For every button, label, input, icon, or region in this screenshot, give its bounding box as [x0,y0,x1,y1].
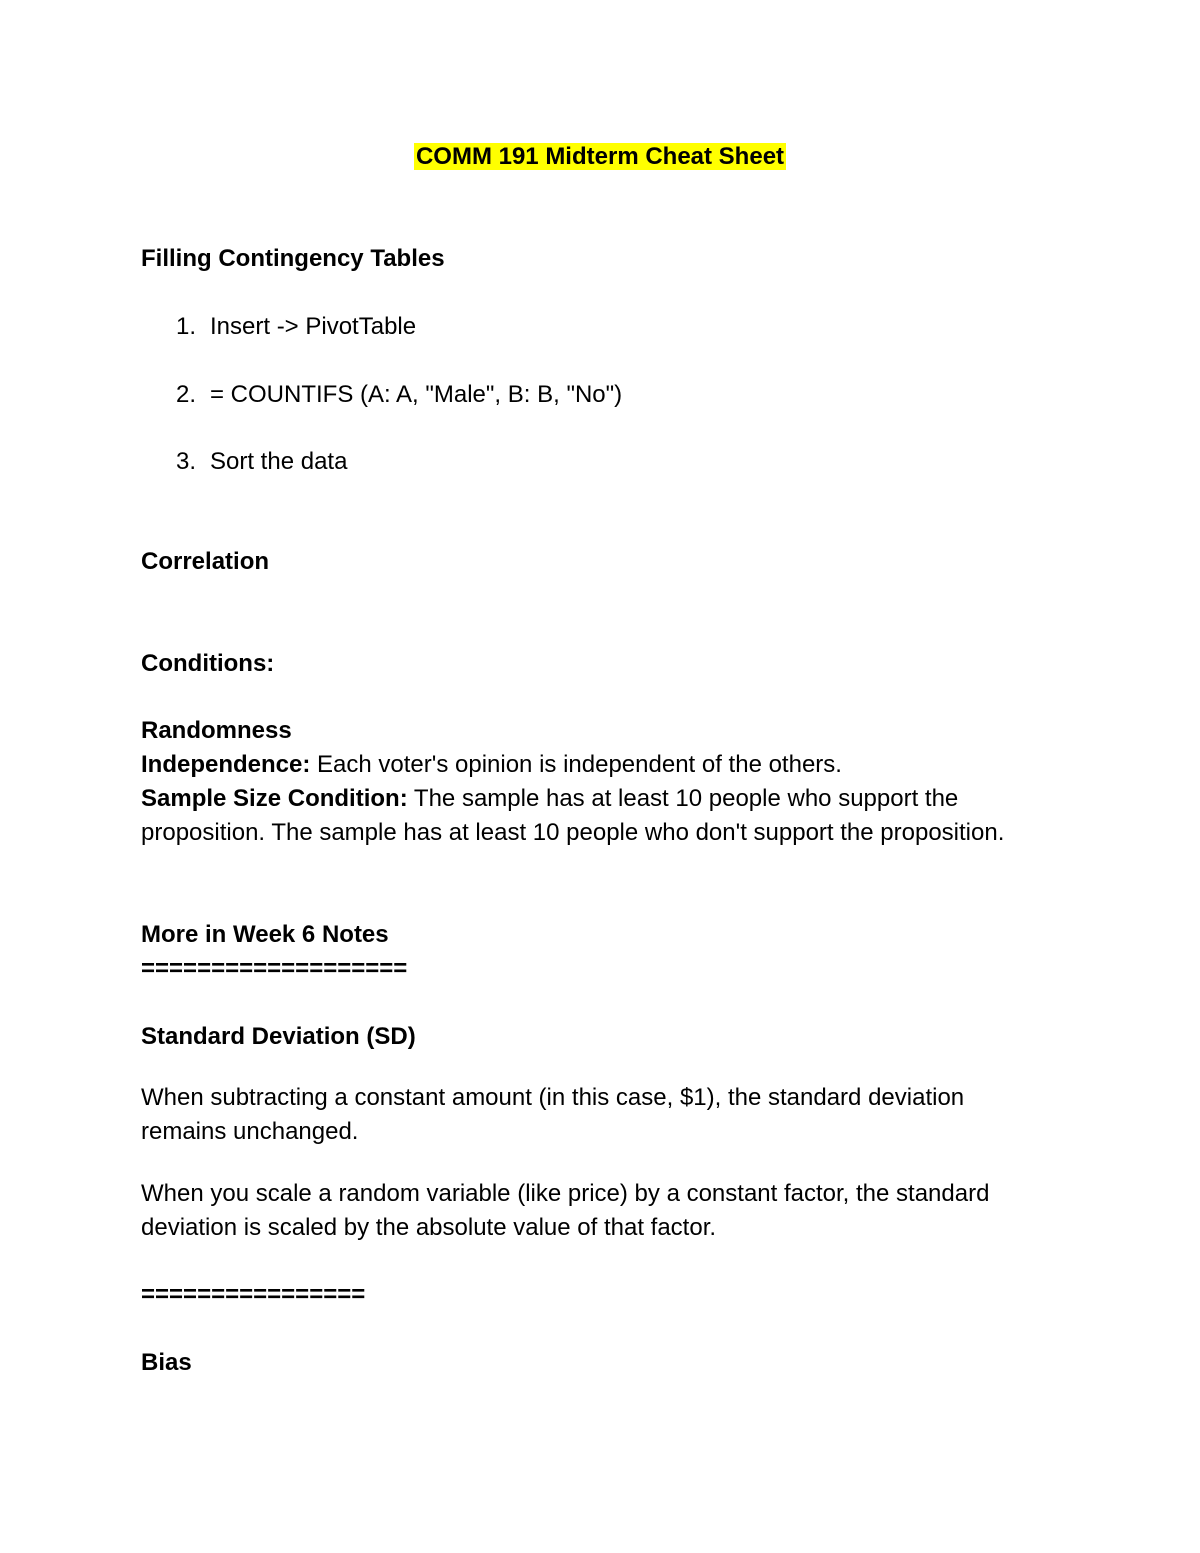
title-highlight: COMM 191 Midterm Cheat Sheet [415,143,785,170]
contingency-heading: Filling Contingency Tables [141,245,445,272]
sd-paragraph-1-line-2: remains unchanged. [141,1118,359,1145]
independence-line [141,748,842,782]
list-text: Insert -> PivotTable [210,313,417,340]
sample-size-text: The sample has at least 10 people who support the [407,785,959,812]
list-item [176,445,347,479]
independence-text: Each voter's opinion is independent of the others. [310,751,842,778]
list-item [176,310,416,344]
sample-size-label: Sample Size Condition: [141,785,408,812]
independence-label: Independence: [141,751,311,778]
list-text: Sort the data [210,448,348,475]
sample-size-line [141,782,958,816]
correlation-heading: Correlation [141,548,270,575]
sd-heading: Standard Deviation (SD) [141,1023,416,1050]
more-notes-heading: More in Week 6 Notes [141,921,389,948]
list-text: = COUNTIFS (A: A, "Male", B: B, "No") [210,381,623,408]
list-number: 2. [176,381,197,408]
divider: ================ [141,1281,366,1308]
list-number: 3. [176,448,197,475]
divider: =================== [141,955,408,982]
list-item [176,378,622,412]
sd-paragraph-1-line-1: When subtracting a constant amount (in this case, $1), the standard deviation [141,1084,965,1111]
randomness-label: Randomness [141,717,292,744]
sd-paragraph-2-line-2: deviation is scaled by the absolute value of that factor. [141,1214,717,1241]
bias-heading: Bias [141,1349,192,1376]
conditions-heading: Conditions: [141,650,275,677]
sd-paragraph-2-line-1: When you scale a random variable (like price) by a constant factor, the standard [141,1180,990,1207]
page-title [0,140,1200,174]
sample-size-line-2: proposition. The sample has at least 10 people who don't support the proposition. [141,819,1005,846]
list-number: 1. [176,313,197,340]
